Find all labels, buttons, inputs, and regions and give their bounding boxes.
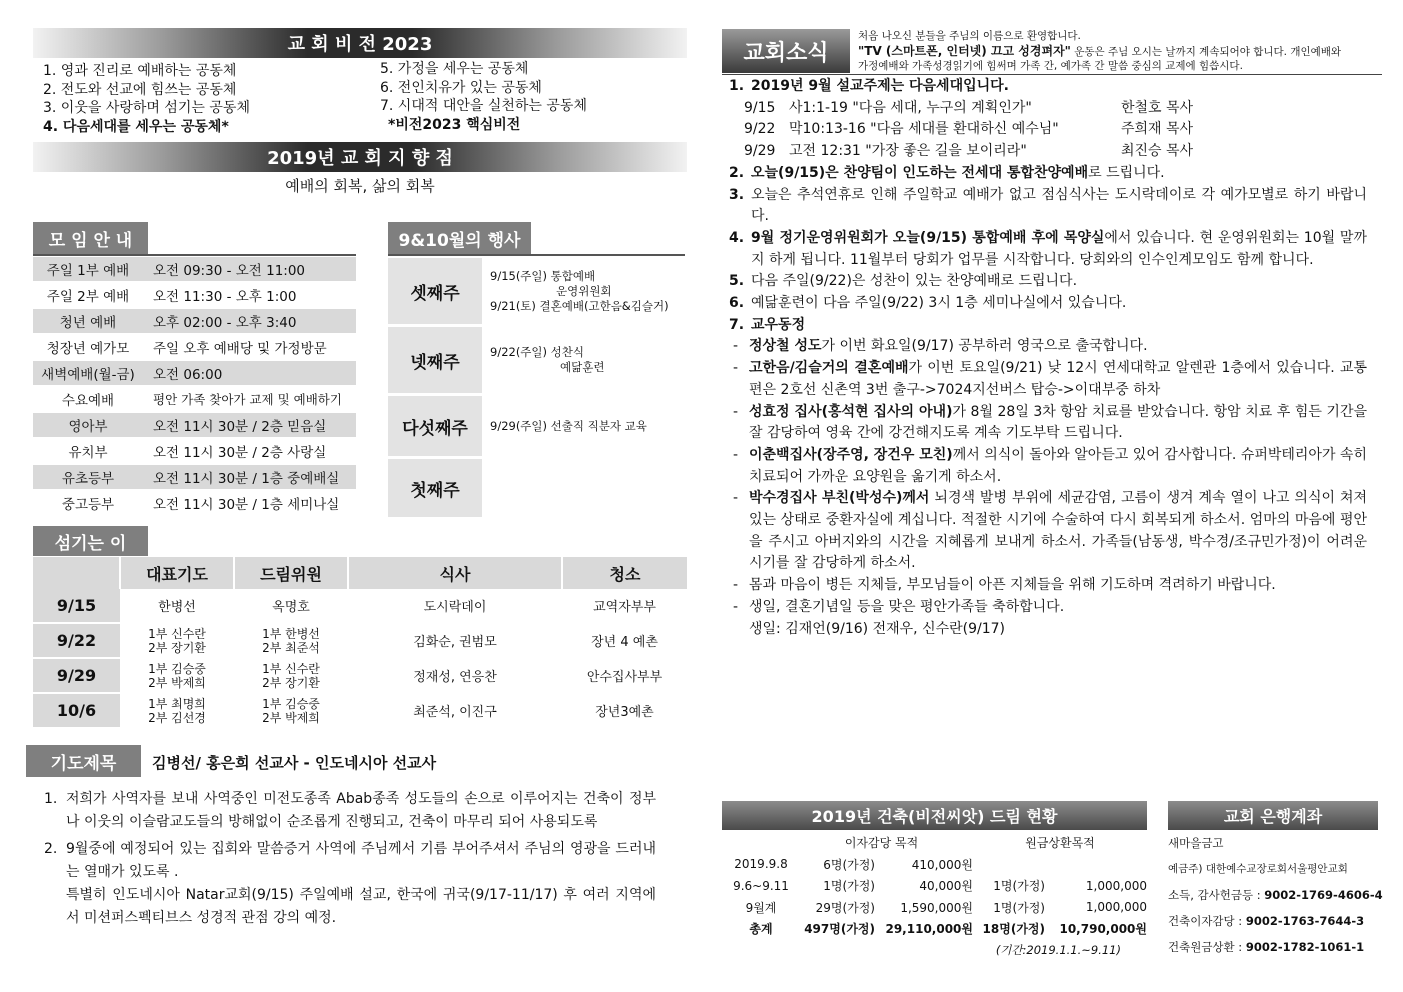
news-intro-bold: "TV (스마트폰, 인터넷) 끄고 성경펴자" xyxy=(858,43,1071,58)
news-member-item xyxy=(729,488,1367,575)
servants-dream-name: 2부 최준석 xyxy=(262,640,320,655)
servants-prayer-name: 한병선 xyxy=(158,600,196,615)
bank-account-number: 9002-1782-1061-1 xyxy=(1245,940,1365,954)
prayer-item-extra: 특별히 인도네시아 Natar교회(9/15) 주일예배 설교, 한국에 귀국(9/17-11/17) 후 여러 지역에서 미션퍼스펙티브스 성경적 관점 강의 예정. xyxy=(66,887,656,926)
prayer-item-text: 저희가 사역자를 보내 사역중인 미전도종족 Abab종족 성도들의 손으로 이루어지는 건축이 정부나 이웃의 이슬람교도들의 방해없이 순조롭게 진행되고, 건축이 마무리 되어 사용되도록 xyxy=(66,791,656,830)
news-item xyxy=(729,163,1367,185)
building-period-row xyxy=(722,940,1147,962)
news-intro xyxy=(858,29,1378,74)
prayer-subject: 김병선/ 홍은희 선교사 - 인도네시아 선교사 xyxy=(152,754,437,772)
meeting-row xyxy=(33,334,356,360)
servants-dream xyxy=(234,623,348,658)
bank-account-row xyxy=(1168,908,1390,934)
sermon-row xyxy=(729,141,1367,163)
building-row xyxy=(722,897,1147,919)
vision-item: 1. 영과 진리로 예배하는 공동체 xyxy=(43,63,237,79)
news-text: 뇌경색 발병 부위에 세균감염, 고름이 생겨 계속 열이 나고 의식이 쳐져 있는 상태로 중환자실에 계십니다. 적절한 시기에 수술하여 다시 회복되게 하소서. 엄마의 마음에 평안을 주시고 아버지와의 시간을 지혜롭게 보내게 하소서. 가족들(남동생, 박수경/조규민가정)이 어려운 시기를 잘 감당하게 하소서. xyxy=(749,490,1367,572)
servants-clean: 장년3예촌 xyxy=(562,693,687,728)
building-head-principal: 원금상환목적 xyxy=(1025,836,1095,851)
news-intro-line2 xyxy=(858,44,1378,60)
building-amount: 29,110,000원 xyxy=(885,922,973,937)
vision-item: 7. 시대적 대안을 실천하는 공동체 xyxy=(380,98,587,114)
servants-prayer-name: 2부 박제희 xyxy=(148,675,206,690)
building-row xyxy=(722,854,1147,876)
bank-account-number: 9002-1763-7644-3 xyxy=(1245,914,1365,928)
event-details xyxy=(482,396,647,456)
servants-meal: 김화순, 권범모 xyxy=(348,623,562,658)
event-week: 셋째주 xyxy=(388,258,482,324)
servants-meal: 도시락데이 xyxy=(348,589,562,623)
servants-prayer xyxy=(120,693,234,728)
bank-account-label: 건축원금상환 : xyxy=(1168,940,1246,954)
news-text: 께서 의식이 돌아와 알아듣고 있어 감사합니다. 슈퍼박테리아가 속히 치료되어 가까운 요양원을 옮기게 하소서. xyxy=(749,446,1367,485)
servants-header: 드림위원 xyxy=(234,557,348,589)
event-line: 9/15(주일) 통합예배 xyxy=(490,268,596,283)
meeting-name: 새벽예배(월-금) xyxy=(33,360,143,386)
servants-date: 9/29 xyxy=(33,658,120,693)
servants-date: 10/6 xyxy=(33,693,120,728)
meeting-row xyxy=(33,282,356,308)
event-line: 예닮훈련 xyxy=(560,360,605,374)
building-count2: 18명(가정) xyxy=(982,922,1045,937)
news-underline xyxy=(722,74,1382,75)
meeting-time: 주일 오후 예배당 및 가정방문 xyxy=(143,334,356,360)
sermon-date: 9/29 xyxy=(744,143,776,160)
news-text: 생일: 김재언(9/16) 전재우, 신수란(9/17) xyxy=(749,620,1006,637)
building-label: 9.6~9.11 xyxy=(733,878,789,893)
meeting-row xyxy=(33,360,356,386)
event-row xyxy=(388,396,685,456)
building-count2 xyxy=(973,854,1045,876)
servants-row xyxy=(33,623,687,658)
meeting-row xyxy=(33,412,356,438)
servants-dream xyxy=(234,658,348,693)
servants-clean: 안수집사부부 xyxy=(562,658,687,693)
news-num: 6. xyxy=(729,295,745,312)
meeting-time: 오전 11:30 - 오후 1:00 xyxy=(143,282,356,308)
dash-mark: - xyxy=(733,577,739,594)
meeting-row xyxy=(33,386,356,412)
dash-mark: - xyxy=(733,598,739,615)
servants-clean: 교역자부부 xyxy=(562,589,687,623)
dash-mark: - xyxy=(733,338,739,355)
bank-title-bar: 교회 은행계좌 xyxy=(1168,801,1378,830)
dash-mark: - xyxy=(733,360,739,377)
dash-mark: - xyxy=(733,490,739,507)
bank-holder: 예금주) 대한예수교장로회서울평안교회 xyxy=(1168,863,1348,875)
news-num: 3. xyxy=(729,186,745,203)
news-bold: 성효정 집사(홍석현 집사의 아내) xyxy=(749,403,953,420)
meeting-name: 청년 예배 xyxy=(33,308,143,334)
building-count2: 1명(가정) xyxy=(993,900,1045,915)
prayer-item-number: 2. xyxy=(44,841,58,857)
news-item xyxy=(729,293,1367,315)
servants-dream-name: 2부 장기환 xyxy=(262,675,320,690)
servants-dream-name: 1부 김승중 xyxy=(262,696,320,711)
news-text: 다음 주일(9/22)은 성찬이 있는 찬양예배로 드립니다. xyxy=(751,273,1078,290)
news-bold: 이춘백집사(장주영, 장건우 모친) xyxy=(749,446,953,463)
news-text: 가 8월 28일 3차 항암 치료를 받았습니다. 항암 치료 후 힘든 기간을 잘 감당하여 영육 간에 강건해지도록 계속 기도부탁 드립니다. xyxy=(749,403,1367,442)
vision-item: 5. 가정을 세우는 공동체 xyxy=(380,61,529,77)
meeting-time: 오후 02:00 - 오후 3:40 xyxy=(143,308,356,334)
sermon-row xyxy=(729,98,1367,120)
building-amount: 410,000원 xyxy=(911,857,973,872)
news-text: 몸과 마음이 병든 지체들, 부모님들이 아픈 지체들을 위해 기도하며 격려하기 바랍니다. xyxy=(749,577,1276,594)
prayer-item xyxy=(40,838,656,930)
event-details xyxy=(482,258,669,324)
prayer-item xyxy=(40,788,656,834)
news-text: 교우동정 xyxy=(751,316,806,333)
event-line: 9/22(주일) 성찬식 xyxy=(490,345,584,359)
news-birthday-line xyxy=(729,619,1367,641)
event-row xyxy=(388,459,685,517)
meetings-tab: 모 임 안 내 xyxy=(33,222,148,254)
servants-clean: 장년 4 예촌 xyxy=(562,623,687,658)
bank-account-row xyxy=(1168,882,1390,908)
servants-dream-name: 1부 신수란 xyxy=(262,661,320,676)
meeting-name: 영아부 xyxy=(33,412,143,438)
servants-date: 9/22 xyxy=(33,623,120,658)
news-item xyxy=(729,315,1367,337)
sermon-text: 고전 12:31 "가장 좋은 길을 보이리라" xyxy=(789,143,1027,160)
news-bold: 박수경집사 부친(박성수)께서 xyxy=(749,490,930,507)
news-item xyxy=(729,185,1367,228)
building-count2: 1명(가정) xyxy=(993,879,1045,894)
news-text: 생일, 결혼기념일 등을 맞은 평안가족들 축하합니다. xyxy=(749,598,1065,615)
direction-title-bar: 2019년 교 회 지 향 점 xyxy=(33,142,687,172)
sermon-preacher: 최진승 목사 xyxy=(1121,143,1194,160)
servants-meal: 정재성, 연응찬 xyxy=(348,658,562,693)
news-num: 7. xyxy=(729,316,745,333)
servants-prayer-name: 1부 신수란 xyxy=(148,626,206,641)
servants-row xyxy=(33,589,687,623)
event-week: 첫째주 xyxy=(388,459,482,517)
news-text: 2019년 9월 설교주제는 다음세대입니다. xyxy=(751,78,1009,94)
meeting-time: 오전 11시 30분 / 1층 중예배실 xyxy=(143,464,356,490)
news-intro-rest: 운동은 주님 오시는 날까지 계속되어야 합니다. 개인예배와 xyxy=(1070,45,1342,58)
bank-account-label: 소득, 감사헌금등 : xyxy=(1168,888,1265,902)
servants-table xyxy=(33,557,687,729)
news-text: 에서 있습니다. 현 운영위원회는 10월 말까지 하게 됩니다. 11월부터 당회가 업무를 시작합니다. 당회와의 인수인계모임도 함께 합니다. xyxy=(751,229,1367,268)
building-label: 9월계 xyxy=(745,900,777,915)
news-member-item xyxy=(729,402,1367,445)
news-intro-line1: 처음 나오신 분들을 주님의 이름으로 환영합니다. xyxy=(858,30,1081,42)
bank-info xyxy=(1168,830,1390,960)
meeting-name: 유초등부 xyxy=(33,464,143,490)
meeting-row xyxy=(33,308,356,334)
event-row xyxy=(388,258,685,324)
servants-header-blank xyxy=(33,557,120,589)
meeting-name: 유치부 xyxy=(33,438,143,464)
sermon-preacher: 주희재 목사 xyxy=(1121,121,1194,138)
meeting-row xyxy=(33,490,356,516)
building-count: 1명(가정) xyxy=(823,879,875,894)
prayer-tab: 기도제목 xyxy=(26,745,141,777)
event-week: 넷째주 xyxy=(388,327,482,393)
building-amount2 xyxy=(1045,854,1147,876)
servants-prayer-name: 1부 최명희 xyxy=(148,696,206,711)
news-member-item xyxy=(729,358,1367,401)
event-week: 다섯째주 xyxy=(388,396,482,456)
servants-dream xyxy=(234,589,348,623)
news-num: 4. xyxy=(729,229,745,246)
servants-prayer-name: 1부 김승중 xyxy=(148,661,206,676)
meeting-row xyxy=(33,438,356,464)
meetings-tab-line xyxy=(33,254,356,256)
news-text: 가 이번 토요일(9/21) 낮 12시 연세대학교 알렌관 1층에서 있습니다. 교통편은 2호선 신촌역 3번 출구->7024지선버스 탑승->이대부중 하차 xyxy=(749,360,1367,398)
event-details xyxy=(482,327,604,393)
news-list xyxy=(729,76,1367,640)
servants-header: 식사 xyxy=(348,557,562,589)
servants-prayer xyxy=(120,623,234,658)
meeting-time: 오전 11시 30분 / 1층 세미나실 xyxy=(143,490,356,516)
news-text: 가 이번 화요일(9/17) 공부하러 영국으로 출국합니다. xyxy=(821,338,1148,355)
meeting-time: 오전 11시 30분 / 2층 사랑실 xyxy=(143,438,356,464)
dash-mark: - xyxy=(733,446,739,463)
building-amount2: 1,000,000 xyxy=(1085,878,1147,893)
building-total-row xyxy=(722,918,1147,940)
news-item xyxy=(729,228,1367,271)
news-num: 2. xyxy=(729,164,745,181)
servants-meal: 최준석, 이진구 xyxy=(348,693,562,728)
prayer-list xyxy=(40,788,656,930)
news-member-item xyxy=(729,445,1367,488)
servants-dream-name: 2부 박제희 xyxy=(262,710,320,725)
building-label: 2019.9.8 xyxy=(734,857,788,872)
servants-dream xyxy=(234,693,348,728)
vision-core-item: 4. 다음세대를 세우는 공동체* xyxy=(43,118,229,135)
prayer-item-text: 9월중에 예정되어 있는 집회와 말씀증거 사역에 주님께서 기름 부어주셔서 주님의 영광을 드러내는 열매가 있도록 . xyxy=(66,841,656,880)
news-bold: 고한음/김슬거의 결혼예배 xyxy=(749,360,909,377)
sermon-date: 9/22 xyxy=(744,121,776,138)
sermon-text: 막10:13-16 "다음 세대를 환대하신 예수님" xyxy=(789,121,1059,138)
sermon-date: 9/15 xyxy=(744,99,776,116)
meeting-name: 주일 2부 예배 xyxy=(33,282,143,308)
meeting-name: 중고등부 xyxy=(33,490,143,516)
bank-account-row xyxy=(1168,934,1390,960)
event-line: 9/21(토) 결혼예배(고한음&김슬거) xyxy=(490,298,669,313)
news-member-item xyxy=(729,336,1367,358)
servants-row xyxy=(33,658,687,693)
news-item xyxy=(729,271,1367,293)
news-bold: 오늘(9/15)은 찬양팀이 인도하는 전세대 통합찬양예배 xyxy=(751,164,1089,181)
servants-row xyxy=(33,693,687,728)
servants-header-row xyxy=(33,557,687,589)
meeting-time: 오전 06:00 xyxy=(143,360,356,386)
servants-dream-name: 옥명호 xyxy=(272,600,310,615)
vision-list-right xyxy=(380,60,680,134)
servants-header: 대표기도 xyxy=(120,557,234,589)
prayer-item-number: 1. xyxy=(44,791,58,807)
news-member-item xyxy=(729,575,1367,597)
meeting-time: 오전 11시 30분 / 2층 믿음실 xyxy=(143,412,356,438)
servants-dream-name: 1부 한병선 xyxy=(262,626,320,641)
vision-core-note: *비전2023 핵심비전 xyxy=(388,116,521,133)
news-text: 로 드립니다. xyxy=(1088,164,1165,181)
building-count: 497명(가정) xyxy=(804,922,875,937)
meeting-name: 주일 1부 예배 xyxy=(33,257,143,282)
building-title-bar: 2019년 건축(비전씨앗) 드림 현황 xyxy=(722,801,1147,830)
building-head-interest: 이자감당 목적 xyxy=(844,836,919,851)
building-label: 총계 xyxy=(749,922,773,937)
servants-date: 9/15 xyxy=(33,589,120,623)
news-text: 예닮훈련이 다음 주일(9/22) 3시 1층 세미나실에서 있습니다. xyxy=(751,295,1127,312)
news-num: 1. xyxy=(729,78,745,94)
vision-title-bar: 교 회 비 전 2023 xyxy=(33,28,687,58)
building-count: 6명(가정) xyxy=(823,857,875,872)
sermon-row xyxy=(729,119,1367,141)
meeting-row xyxy=(33,464,356,490)
dash-mark: - xyxy=(733,403,739,420)
vision-item: 2. 전도와 선교에 힘쓰는 공동체 xyxy=(43,81,237,98)
news-intro-line3: 가정예배와 가족성경읽기에 힘써며 가족 간, 예가족 간 말씀 중심의 교제에 힘씁시다. xyxy=(858,60,1243,72)
sermon-text: 사1:1-19 "다음 세대, 누구의 계획인가" xyxy=(789,99,1032,116)
meeting-name: 수요예배 xyxy=(33,386,143,412)
building-table xyxy=(722,832,1147,961)
meeting-time: 평안 가족 찾아가 교제 및 예배하기 xyxy=(143,386,356,412)
news-title-box: 교회소식 xyxy=(722,29,850,73)
meeting-row xyxy=(33,257,356,282)
building-amount: 40,000원 xyxy=(919,879,973,894)
event-details xyxy=(482,459,490,517)
vision-list-left xyxy=(43,62,373,136)
bank-name: 새마을금고 xyxy=(1168,836,1224,850)
events-tab-line xyxy=(388,254,685,256)
building-count: 29명(가정) xyxy=(815,900,875,915)
direction-text: 예배의 회복, 삶의 회복 xyxy=(285,177,435,195)
vision-item: 3. 이웃을 사랑하며 섬기는 공동체 xyxy=(43,100,250,116)
news-bold: 9월 정기운영위원회가 오늘(9/15) 통합예배 후에 목양실 xyxy=(751,229,1105,246)
event-row xyxy=(388,327,685,393)
building-amount2: 1,000,000 xyxy=(1085,900,1147,915)
servants-prayer-name: 2부 김선경 xyxy=(148,710,206,725)
building-header-row xyxy=(722,832,1147,854)
vision-item: 6. 전인치유가 있는 공동체 xyxy=(380,79,542,96)
events-tab: 9&10월의 행사 xyxy=(388,222,531,254)
news-bold: 정상철 성도 xyxy=(749,338,822,355)
event-line: 운영위원회 xyxy=(556,283,612,298)
servants-tab: 섬기는 이 xyxy=(33,526,148,556)
meetings-table xyxy=(33,257,356,517)
event-line: 9/29(주일) 선출직 직분자 교육 xyxy=(490,418,647,433)
meeting-time: 오전 09:30 - 오전 11:00 xyxy=(143,257,356,282)
news-item xyxy=(729,76,1367,98)
building-amount: 1,590,000원 xyxy=(900,900,973,915)
bank-account-label: 건축이자감당 : xyxy=(1168,914,1246,928)
building-amount2: 10,790,000원 xyxy=(1059,922,1147,937)
news-text: 오늘은 추석연휴로 인해 주일학교 예배가 없고 점심식사는 도시락데이로 각 예가모별로 하기 바랍니다. xyxy=(751,186,1367,225)
servants-prayer xyxy=(120,658,234,693)
meeting-name: 청장년 예가모 xyxy=(33,334,143,360)
sermon-preacher: 한철호 목사 xyxy=(1121,99,1194,116)
servants-header: 청소 xyxy=(562,557,687,589)
building-period: (기간:2019.1.1.~9.11) xyxy=(995,943,1121,958)
servants-prayer xyxy=(120,589,234,623)
news-member-item xyxy=(729,597,1367,619)
news-num: 5. xyxy=(729,273,745,290)
building-row xyxy=(722,875,1147,897)
bank-account-number: 9002-1769-4606-4 xyxy=(1264,888,1383,902)
servants-prayer-name: 2부 장기환 xyxy=(148,640,206,655)
